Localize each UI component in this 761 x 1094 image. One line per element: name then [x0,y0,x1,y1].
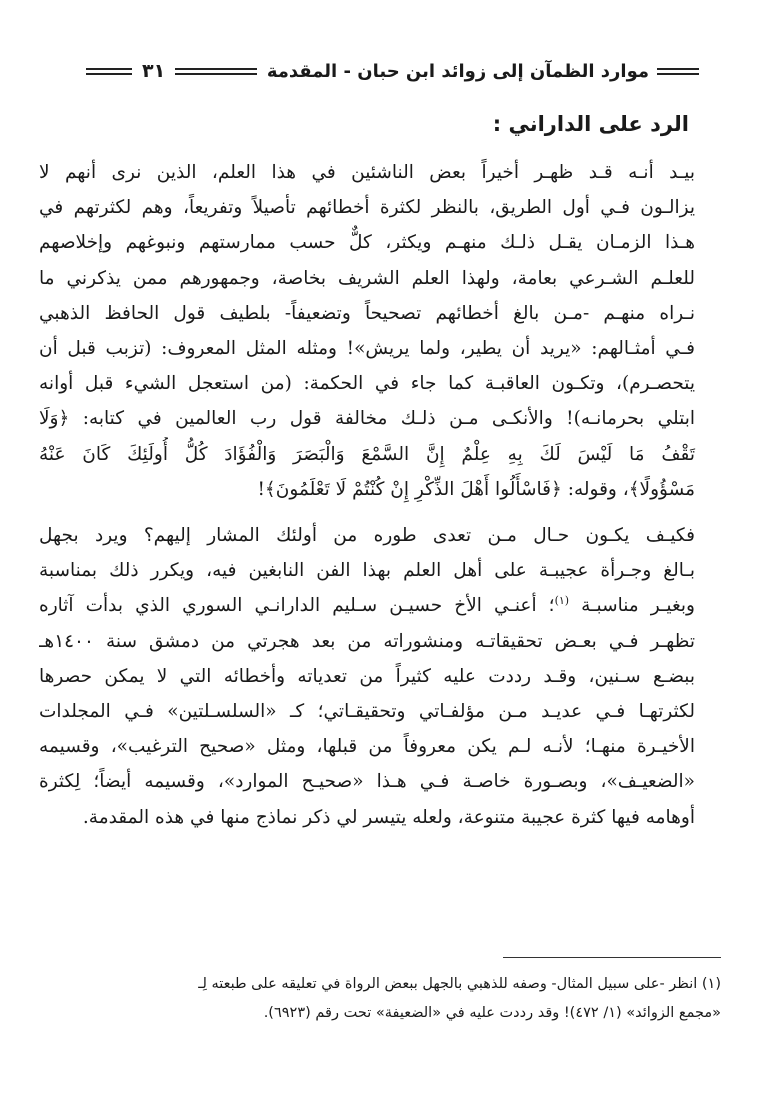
text-line: فكيـف يكـون حـال مـن تعدى طوره من أولئك المشار إليهم؟ ويرد بجهل [39,525,695,547]
text-line: بيـد أنـه قـد ظهـر أخيراً بعض الناشئين في هذا العلم، الذين نرى أنهم لا [39,162,695,183]
text-line: ابتلي بحرمانـه)! والأنكـى مـن ذلـك مخالفة قول رب العالمين في كتابه: ﴿وَلَا [39,408,695,430]
text-line: أوهامه فيها كثرة عجيبة متنوعة، ولعله يتيسر لي ذكر نماذج منها في هذه المقدمة. [82,806,695,828]
quran-verse-line: تَقْفُ مَا لَيْسَ لَكَ بِهِ عِلْمٌ إِنَّ السَّمْعَ وَالْبَصَرَ وَالْفُؤَادَ كُلُّ أُولَئِكَ كَانَ عَنْهُ [39,443,695,465]
quran-verse-line: مَسْؤُولًا﴾، وقوله: ﴿فَاسْأَلُوا أَهْلَ الذِّكْرِ إِنْ كُنْتُمْ لَا تَعْلَمُونَ﴾! [257,478,695,500]
text-line: «الضعيـف»، وبصـورة خاصـة فـي هـذا «صحيـح الموارد»، وقسيمه أيضاً؛ لِكثرة [39,771,695,793]
header-rule-left [86,68,132,75]
footnotes [39,970,721,1028]
text-line: لكثرتهـا فـي عديـد مـن مؤلفـاتي وتحقيقـاتي؛ كـ «السلسـلتين» فـي المجلدات [39,701,695,723]
paragraph-1 [39,155,721,507]
text-line: هـذا الزمـان يقـل ذلـك منهـم ويكثر، كلٌّ حسب ممارستهم ونبوغهم وإخلاصهم [39,232,696,254]
header-rule-middle [175,68,257,75]
footnote-line: (١) انظر -على سبيل المثال- وصفه للذهبي بالجهل ببعض الرواة في تعليقه على طبعته لِـ [198,976,721,992]
footnote-separator [503,957,721,958]
footnote-line: «مجمع الزوائد» (١/ ٤٧٢)! وقد رددت عليه في «الضعيفة» تحت رقم (٦٩٢٣). [263,1005,721,1021]
running-header [86,54,699,88]
text-fragment: وبغيـر مناسبـة [581,595,695,617]
text-line: نـراه منهـم -مـن بالغ أخطائهم تصحيحاً وتضعيفاً- بلطيف قول الحافظ الذهبي [39,302,695,324]
text-line: ببضـع سـنين، وقـد رددت عليه كثيراً من تعدياته وأخطائه التي لا يمكن حصرها [39,665,695,687]
paragraph-2 [39,518,721,835]
text-line: الأخيـرة منهـا؛ لأنـه لـم يكن معروفاً من قبلها، ومثل «صحيح الترغيب»، وقسيمه [39,736,695,758]
text-fragment: ؛ أعنـي الأخ حسيـن سـليم الدارانـي السوري الذي بدأت آثاره [39,595,555,617]
page-number: ٣١ [142,60,166,82]
text-line: فـي أمثـالهم: «يريد أن يطير، ولما يريش»! ومثله المثل المعروف: (تزبب قبل أن [39,338,695,360]
text-line: بـالغ وجـرأة عجيبـة على أهل العلم بهذا الفن النابغين فيه، ويكرر ذلك بمناسبة [39,560,695,582]
text-line-with-footnote [39,588,721,623]
text-line: للعلـم الشـرعي بعامة، ولهذا العلم الشريف بخاصة، وجمهورهم ممن يذكرني ما [39,267,695,289]
footnote-reference[interactable]: (١) [554,594,570,608]
header-rule-right [657,68,699,75]
section-heading: الرد على الداراني : [492,112,689,136]
text-line: يزالـون فـي أول الطريق، بالنظر لكثرة أخطائهم تأصيلاً وتفريعاً، وهم لكثرتهم في [39,197,695,219]
text-line: تظهـر فـي بعـض تحقيقاتـه ومنشوراته من بعد هجرتي من دمشق سنة ١٤٠٠هـ [39,630,695,652]
header-title: موارد الظمآن إلى زوائد ابن حبان - المقدمة [266,60,649,82]
text-line: يتحصـرم)، وتكـون العاقبـة كما جاء في الحكمة: (من استعجل الشيء قبل أوانه [39,373,695,395]
body-text [39,155,721,846]
